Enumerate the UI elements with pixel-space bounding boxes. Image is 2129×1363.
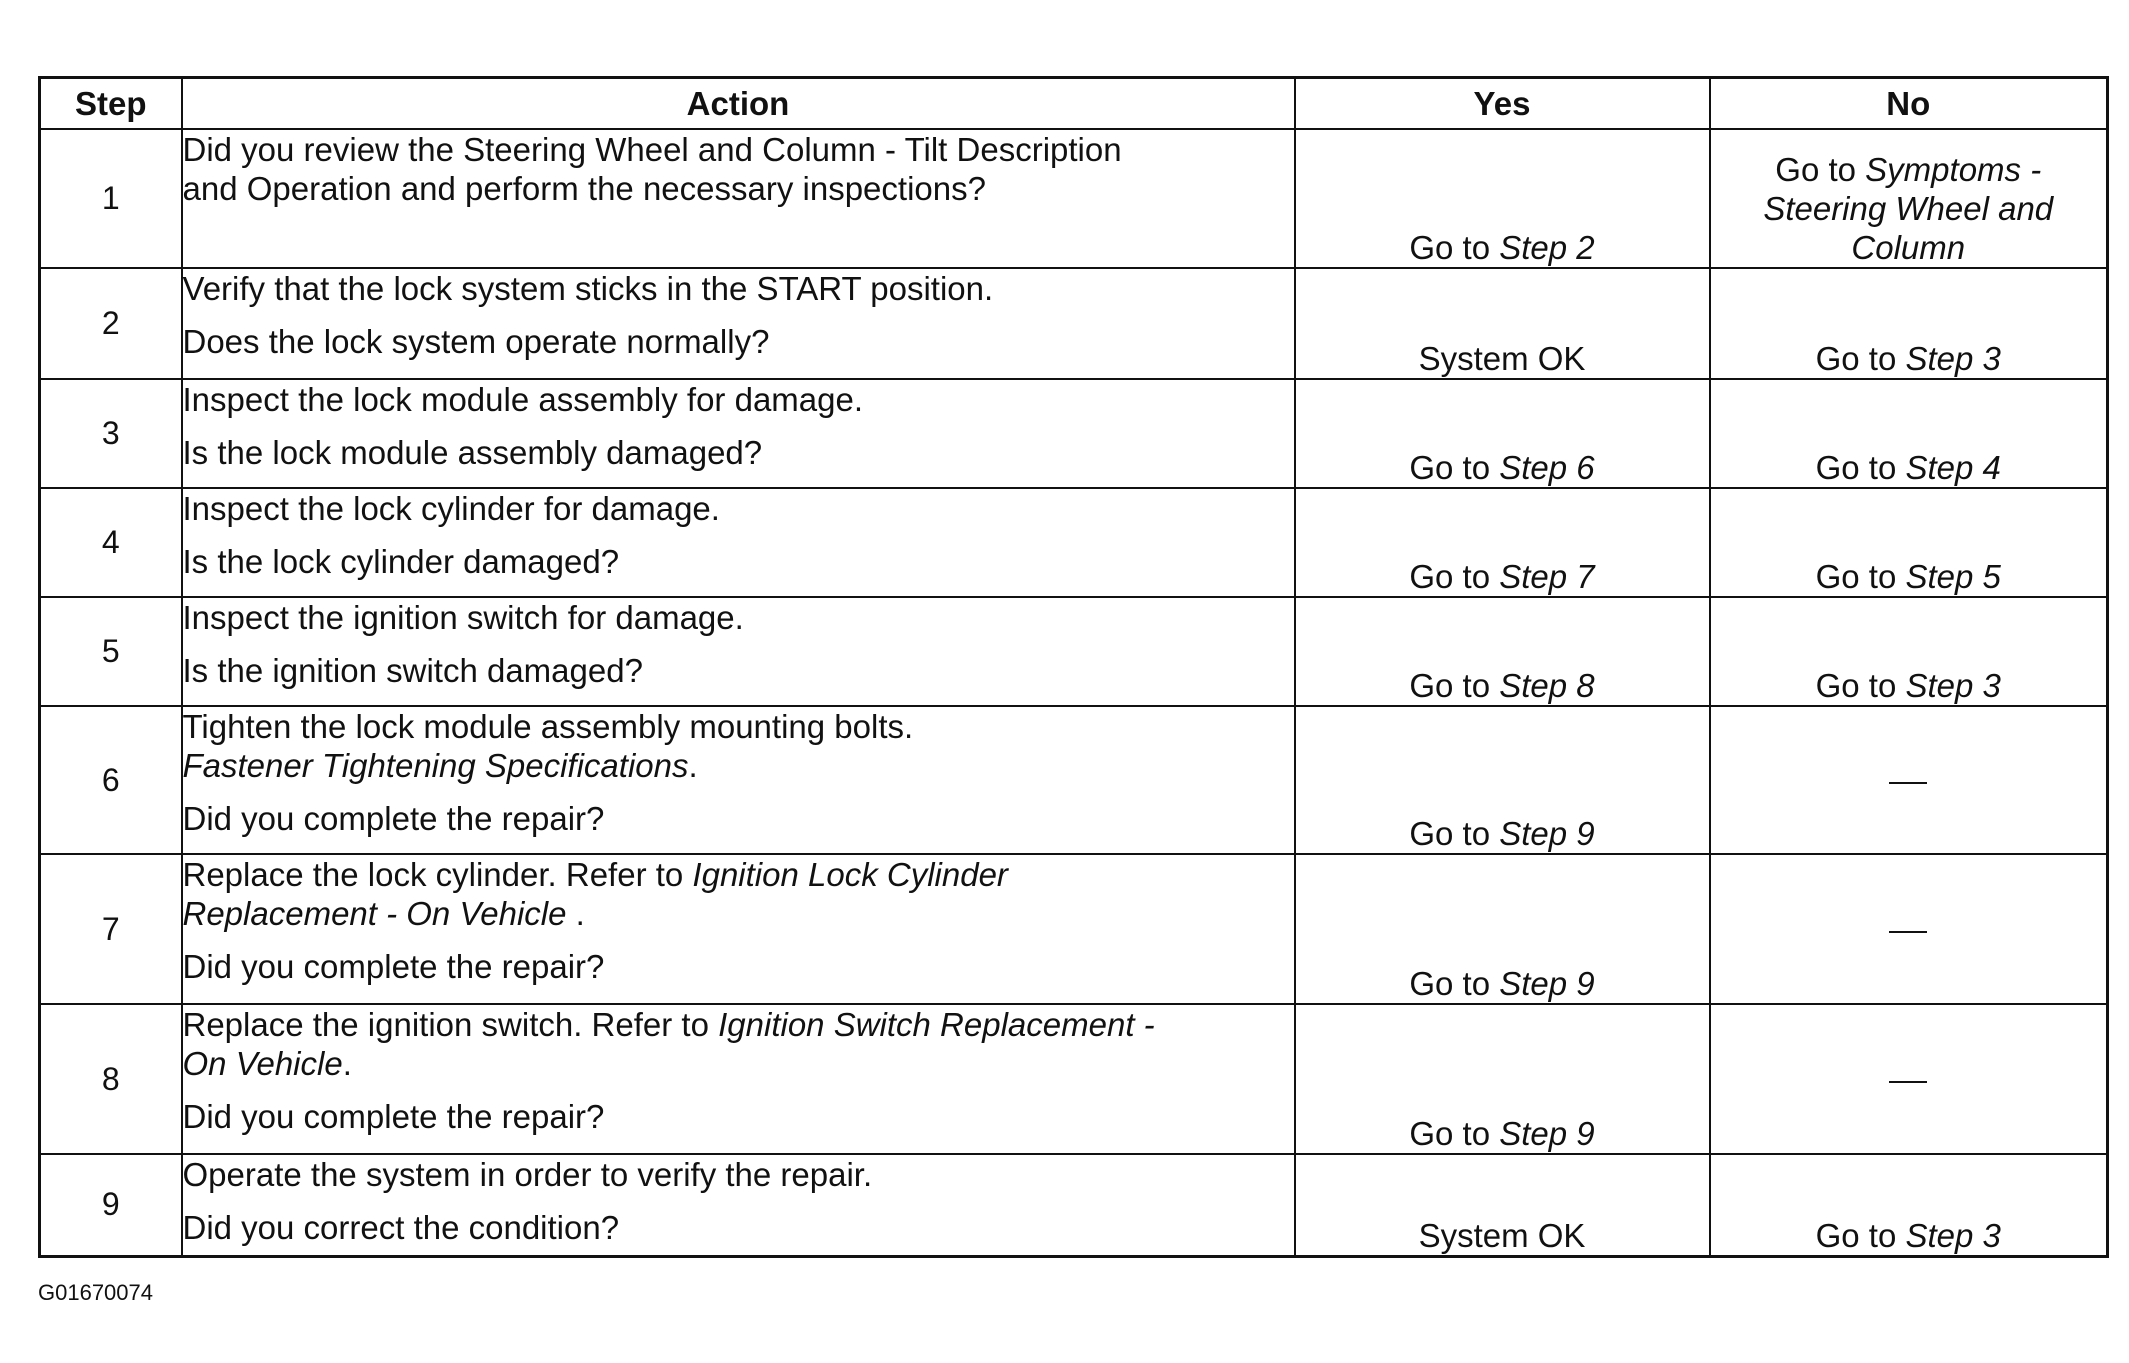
yes-prefix: Go to bbox=[1409, 965, 1500, 1002]
header-step: Step bbox=[40, 78, 182, 130]
step-number: 4 bbox=[40, 488, 182, 597]
table-row bbox=[40, 597, 2108, 706]
yes-cell bbox=[1295, 1004, 1710, 1154]
step-number: 5 bbox=[40, 597, 182, 706]
no-cell bbox=[1710, 379, 2108, 488]
yes-step-link[interactable]: Step 9 bbox=[1499, 965, 1595, 1002]
table-row bbox=[40, 488, 2108, 597]
no-cell bbox=[1710, 268, 2108, 379]
yes-cell bbox=[1295, 597, 1710, 706]
action-text: Inspect the lock cylinder for damage. bbox=[182, 490, 720, 527]
yes-cell: System OK bbox=[1295, 1154, 1710, 1256]
header-action: Action bbox=[182, 78, 1295, 130]
ignition-switch-link[interactable]: Ignition Switch Replacement - bbox=[718, 1006, 1155, 1043]
action-question: and Operation and perform the necessary inspections? bbox=[182, 170, 986, 207]
action-cell bbox=[182, 488, 1295, 597]
ref-suffix: . bbox=[566, 895, 585, 932]
no-step-link[interactable]: Step 4 bbox=[1905, 449, 2001, 486]
yes-step-link[interactable]: Step 8 bbox=[1499, 667, 1595, 704]
action-text-line2 bbox=[183, 1044, 1294, 1083]
table-row bbox=[40, 1004, 2108, 1154]
header-yes: Yes bbox=[1295, 78, 1710, 130]
yes-prefix: Go to bbox=[1409, 1115, 1500, 1152]
action-question: Is the lock cylinder damaged? bbox=[182, 543, 620, 580]
step-number: 8 bbox=[40, 1004, 182, 1154]
yes-prefix: Go to bbox=[1409, 815, 1500, 852]
action-question: Did you complete the repair? bbox=[182, 948, 605, 985]
lock-cylinder-link-line2[interactable]: Replacement - On Vehicle bbox=[182, 895, 567, 932]
action-prefix: Replace the lock cylinder. Refer to bbox=[182, 856, 693, 893]
action-text-line2 bbox=[183, 894, 1294, 933]
no-prefix: Go to bbox=[1815, 1216, 1906, 1254]
step-number: 6 bbox=[40, 706, 182, 854]
table-row bbox=[40, 129, 2108, 268]
yes-step-link[interactable]: Step 9 bbox=[1499, 1115, 1595, 1152]
action-cell bbox=[182, 268, 1295, 379]
yes-cell: System OK bbox=[1295, 268, 1710, 379]
action-question: Does the lock system operate normally? bbox=[182, 323, 770, 360]
yes-step-link[interactable]: Step 2 bbox=[1499, 229, 1595, 266]
yes-prefix: Go to bbox=[1409, 667, 1500, 704]
action-cell bbox=[182, 129, 1295, 268]
yes-prefix: Go to bbox=[1409, 449, 1500, 486]
action-prefix: Replace the ignition switch. Refer to bbox=[182, 1006, 719, 1043]
yes-step-link[interactable]: Step 9 bbox=[1499, 815, 1595, 852]
no-step-link[interactable]: Step 3 bbox=[1905, 340, 2001, 377]
yes-prefix: Go to bbox=[1409, 558, 1500, 595]
ref-suffix: . bbox=[688, 747, 698, 784]
no-cell bbox=[1710, 854, 2108, 1004]
action-text: Inspect the lock module assembly for damage. bbox=[182, 381, 864, 418]
action-text: Tighten the lock module assembly mounting bolts. bbox=[182, 708, 914, 745]
header-no: No bbox=[1710, 78, 2108, 130]
diagnostic-table bbox=[38, 76, 2109, 1258]
em-dash bbox=[1889, 1081, 1927, 1083]
action-question: Is the ignition switch damaged? bbox=[182, 652, 643, 689]
no-prefix: Go to bbox=[1815, 340, 1906, 377]
no-prefix: Go to bbox=[1775, 151, 1866, 188]
ignition-switch-link-line2[interactable]: On Vehicle bbox=[182, 1045, 343, 1082]
no-cell bbox=[1710, 1004, 2108, 1154]
table-row bbox=[40, 268, 2108, 379]
table-row bbox=[40, 1154, 2108, 1256]
table-row bbox=[40, 854, 2108, 1004]
symptoms-link-line2[interactable]: Steering Wheel and bbox=[1763, 190, 2054, 227]
no-cell bbox=[1710, 488, 2108, 597]
action-cell bbox=[182, 854, 1295, 1004]
no-prefix: Go to bbox=[1815, 558, 1906, 595]
yes-cell bbox=[1295, 488, 1710, 597]
action-cell bbox=[182, 597, 1295, 706]
no-cell bbox=[1710, 706, 2108, 854]
action-question: Did you complete the repair? bbox=[182, 1098, 605, 1135]
action-text-line1 bbox=[183, 855, 1294, 894]
step-number: 2 bbox=[40, 268, 182, 379]
yes-step-link[interactable]: Step 6 bbox=[1499, 449, 1595, 486]
step-number: 1 bbox=[40, 129, 182, 268]
action-cell bbox=[182, 1004, 1295, 1154]
action-question: Is the lock module assembly damaged? bbox=[182, 434, 763, 471]
yes-prefix: Go to bbox=[1409, 229, 1500, 266]
no-cell bbox=[1710, 129, 2108, 268]
action-cell bbox=[182, 706, 1295, 854]
no-prefix: Go to bbox=[1815, 449, 1906, 486]
lock-cylinder-link[interactable]: Ignition Lock Cylinder bbox=[692, 856, 1008, 893]
symptoms-link[interactable]: Symptoms - bbox=[1865, 151, 2042, 188]
yes-cell bbox=[1295, 706, 1710, 854]
yes-cell bbox=[1295, 379, 1710, 488]
action-question: Did you correct the condition? bbox=[182, 1209, 620, 1246]
fastener-spec-link[interactable]: Fastener Tightening Specifications bbox=[182, 747, 689, 784]
no-step-link[interactable]: Step 5 bbox=[1905, 558, 2001, 595]
action-question: Did you complete the repair? bbox=[182, 800, 605, 837]
no-cell bbox=[1710, 1154, 2108, 1256]
symptoms-link-line3[interactable]: Column bbox=[1851, 229, 1966, 266]
action-text-line1 bbox=[183, 1005, 1294, 1044]
action-text: Verify that the lock system sticks in the START position. bbox=[182, 270, 994, 307]
action-text: Operate the system in order to verify the repair. bbox=[182, 1156, 873, 1193]
step-number: 7 bbox=[40, 854, 182, 1004]
action-text: Inspect the ignition switch for damage. bbox=[182, 599, 744, 636]
step-number: 3 bbox=[40, 379, 182, 488]
yes-cell bbox=[1295, 854, 1710, 1004]
no-prefix: Go to bbox=[1815, 667, 1906, 704]
em-dash bbox=[1889, 931, 1927, 933]
step-number: 9 bbox=[40, 1154, 182, 1256]
no-step-link[interactable]: Step 3 bbox=[1905, 667, 2001, 704]
yes-step-link[interactable]: Step 7 bbox=[1499, 558, 1595, 595]
em-dash bbox=[1889, 782, 1927, 784]
yes-cell bbox=[1295, 129, 1710, 268]
no-step-link[interactable]: Step 3 bbox=[1905, 1216, 2001, 1254]
action-text: Did you review the Steering Wheel and Column - Tilt Description bbox=[182, 131, 1122, 168]
action-reference-line bbox=[183, 746, 1294, 785]
action-cell bbox=[182, 379, 1295, 488]
ref-suffix: . bbox=[342, 1045, 352, 1082]
action-cell bbox=[182, 1154, 1295, 1256]
figure-code: G01670074 bbox=[38, 1280, 153, 1305]
table-row bbox=[40, 379, 2108, 488]
table-row bbox=[40, 706, 2108, 854]
no-cell bbox=[1710, 597, 2108, 706]
table-header-row bbox=[40, 78, 2108, 130]
